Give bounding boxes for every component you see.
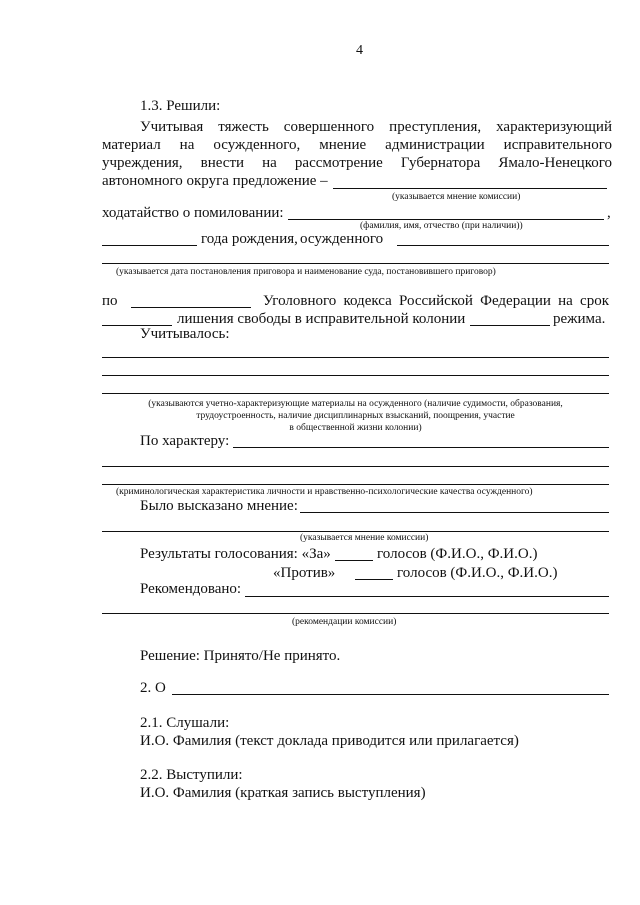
birth-year-blank[interactable] (102, 245, 197, 246)
decision-text: Решение: Принято/Не принято. (140, 648, 341, 664)
convicted-label: осужденного (300, 231, 384, 247)
character-blank-1[interactable] (233, 447, 609, 448)
note-criminology: (криминологическая характеристика личности и нравственно-психологические качества осужденного) (116, 487, 533, 497)
section-heading-2: 2. О (140, 680, 166, 696)
recommended-blank-2[interactable] (102, 613, 609, 614)
note-materials-1: (указываются учетно-характеризующие материалы на осужденного (наличие судимости, образования, (148, 399, 563, 409)
note-commission-opinion: (указывается мнение комиссии) (392, 192, 521, 202)
birth-year-label: года рождения, (201, 231, 298, 247)
heard-heading: 2.1. Слушали: (140, 715, 230, 731)
recommended-label: Рекомендовано: (140, 581, 242, 597)
section-heading-1-3: 1.3. Решили: (140, 98, 221, 114)
spoke-text: И.О. Фамилия (краткая запись выступления) (140, 785, 426, 801)
character-blank-2[interactable] (102, 466, 609, 467)
paragraph-line-1: Учитывая тяжесть совершенного преступления, характеризующий (140, 119, 612, 135)
considered-label: Учитывалось: (140, 326, 230, 342)
regime-blank[interactable] (470, 325, 550, 326)
votes-for-suffix: голосов (Ф.И.О., Ф.И.О.) (377, 546, 538, 562)
recommended-blank-1[interactable] (245, 596, 609, 597)
vote-label: Результаты голосования: «За» (140, 546, 331, 562)
page-number: 4 (356, 43, 363, 58)
article-blank[interactable] (131, 307, 251, 308)
petition-comma: , (607, 205, 611, 221)
votes-against-blank[interactable] (355, 579, 393, 580)
opinion-label: Было высказано мнение: (140, 498, 298, 514)
votes-for-blank[interactable] (335, 560, 373, 561)
deprivation-text: лишения свободы в исправительной колонии (177, 311, 466, 327)
note-recommendations: (рекомендации комиссии) (292, 617, 397, 627)
against-label: «Против» (273, 565, 336, 581)
opinion-blank-1[interactable] (300, 512, 609, 513)
considered-blank-2[interactable] (102, 375, 609, 376)
spoke-heading: 2.2. Выступили: (140, 767, 243, 783)
heard-text: И.О. Фамилия (текст доклада приводится или прилагается) (140, 733, 519, 749)
considered-blank-3[interactable] (102, 393, 609, 394)
proposal-blank[interactable] (333, 188, 607, 189)
convicted-blank[interactable] (397, 245, 609, 246)
character-blank-3[interactable] (102, 484, 609, 485)
considered-blank-1[interactable] (102, 357, 609, 358)
regime-label: режима. (553, 311, 606, 327)
criminal-code-text: Уголовного кодекса Российской Федерации на срок (263, 293, 609, 309)
paragraph-line-3: учреждения, внести на рассмотрение Губернатора Ямало-Ненецкого (102, 155, 612, 171)
sentence-blank[interactable] (102, 263, 609, 264)
topic-blank[interactable] (172, 694, 609, 695)
paragraph-line-4: автономного округа предложение – (102, 173, 328, 189)
note-commission-opinion-2: (указывается мнение комиссии) (300, 533, 429, 543)
note-sentence: (указывается дата постановления приговора и наименование суда, постановившего приговор) (116, 267, 496, 277)
character-label: По характеру: (140, 433, 230, 449)
paragraph-line-2: материал на осужденного, мнение администрации исправительного (102, 137, 612, 153)
note-materials-3: в общественной жизни колонии) (289, 423, 422, 433)
votes-against-suffix: голосов (Ф.И.О., Ф.И.О.) (397, 565, 558, 581)
po-label: по (102, 293, 118, 309)
note-materials-2: трудоустроенность, наличие дисциплинарных взысканий, поощрения, участие (196, 411, 515, 421)
petition-label: ходатайство о помиловании: (102, 205, 284, 221)
note-fio: (фамилия, имя, отчество (при наличии)) (360, 221, 523, 231)
